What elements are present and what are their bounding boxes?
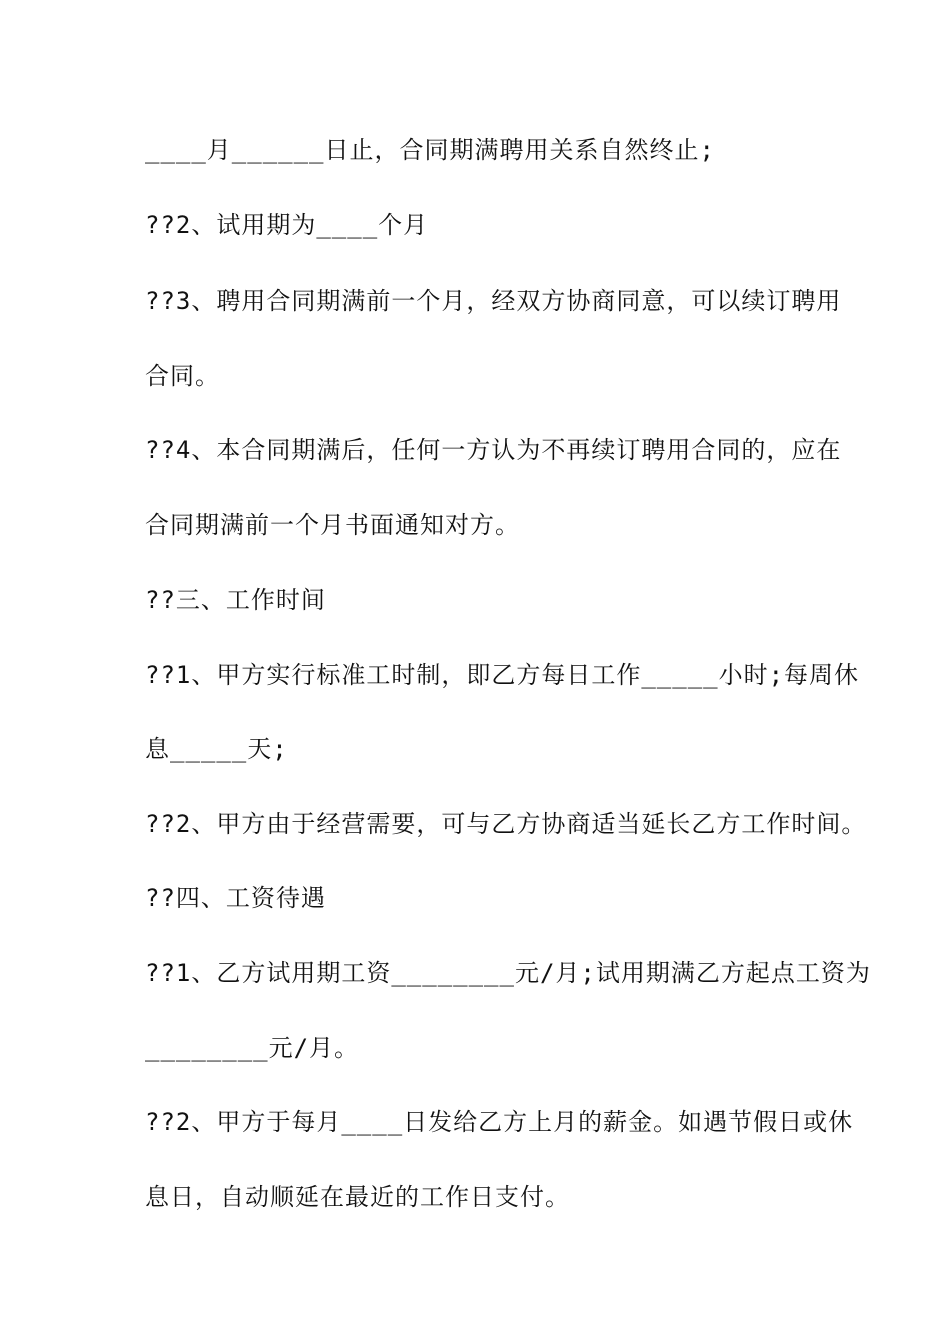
text-line: ??1、甲方实行标准工时制，即乙方每日工作_____小时;每周休 (145, 661, 860, 689)
text-line: ??1、乙方试用期工资________元/月;试用期满乙方起点工资为 (145, 959, 871, 987)
text-line: ??4、本合同期满后，任何一方认为不再续订聘用合同的，应在 (145, 436, 842, 464)
text-line: ??2、甲方于每月____日发给乙方上月的薪金。如遇节假日或休 (145, 1108, 854, 1136)
section-heading: ??四、工资待遇 (145, 884, 326, 912)
text-line: 合同。 (145, 362, 220, 390)
text-line: ??2、甲方由于经营需要，可与乙方协商适当延长乙方工作时间。 (145, 810, 867, 838)
text-line: 合同期满前一个月书面通知对方。 (145, 511, 520, 539)
text-line: ____月______日止，合同期满聘用关系自然终止; (145, 136, 715, 164)
text-line: 息_____天; (145, 735, 288, 763)
text-line: ??2、试用期为____个月 (145, 211, 429, 239)
text-line: ??3、聘用合同期满前一个月，经双方协商同意，可以续订聘用 (145, 287, 842, 315)
text-line: 息日，自动顺延在最近的工作日支付。 (145, 1183, 570, 1211)
section-heading: ??三、工作时间 (145, 586, 326, 614)
text-line: ________元/月。 (145, 1034, 360, 1062)
